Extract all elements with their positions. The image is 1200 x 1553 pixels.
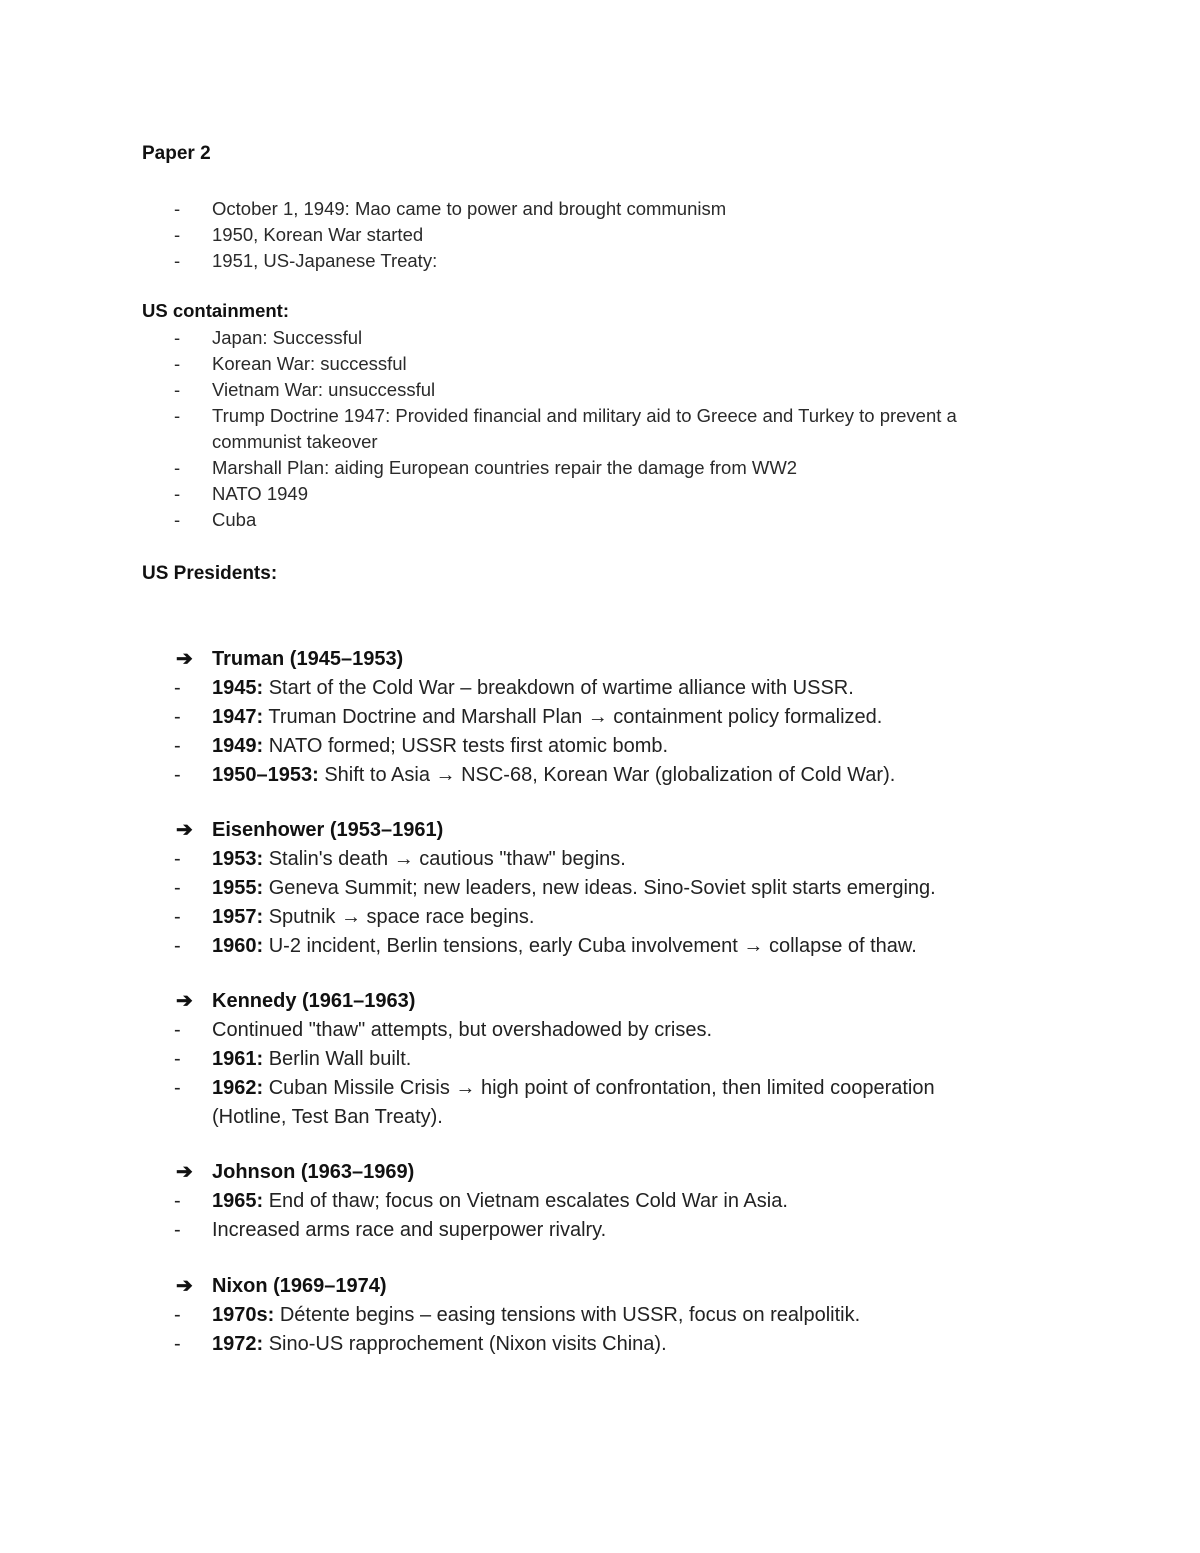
- list-item: - 1949: NATO formed; USSR tests first atomic bomb.: [142, 732, 895, 761]
- dash-bullet: -: [174, 1019, 181, 1041]
- list-item: - October 1, 1949: Mao came to power and brought communism: [142, 196, 726, 222]
- dash-bullet: -: [174, 935, 181, 957]
- president-heading: ➔ Johnson (1963–1969): [142, 1158, 788, 1187]
- list-item: - 1953: Stalin's death → cautious "thaw" begins.: [142, 845, 936, 874]
- dash-bullet: -: [174, 1333, 181, 1355]
- dash-bullet: -: [174, 735, 181, 757]
- president-heading: ➔ Kennedy (1961–1963): [142, 987, 935, 1016]
- president-heading: ➔ Eisenhower (1953–1961): [142, 816, 936, 845]
- dash-bullet: -: [174, 509, 181, 530]
- dash-bullet: -: [174, 405, 181, 426]
- president-section-eisenhower: [142, 816, 936, 961]
- dash-bullet: -: [174, 764, 181, 786]
- list-item: - 1955: Geneva Summit; new leaders, new ideas. Sino-Soviet split starts emerging.: [142, 874, 936, 903]
- presidents-heading: US Presidents:: [142, 563, 278, 584]
- list-item: - 1972: Sino-US rapprochement (Nixon visits China).: [142, 1330, 860, 1359]
- arrow-bullet-icon: ➔: [176, 990, 193, 1012]
- president-section-johnson: [142, 1158, 788, 1245]
- arrow-bullet-icon: ➔: [176, 1161, 193, 1183]
- dash-bullet: -: [174, 877, 181, 899]
- intro-list: [142, 196, 726, 274]
- president-heading: ➔ Truman (1945–1953): [142, 645, 895, 674]
- list-item: - 1960: U-2 incident, Berlin tensions, early Cuba involvement → collapse of thaw.: [142, 932, 936, 961]
- list-item: - 1957: Sputnik → space race begins.: [142, 903, 936, 932]
- list-item: - 1950–1953: Shift to Asia → NSC-68, Korean War (globalization of Cold War).: [142, 761, 895, 790]
- dash-bullet: -: [174, 379, 181, 400]
- dash-bullet: -: [174, 198, 181, 219]
- dash-bullet: -: [174, 250, 181, 271]
- list-item: - 1945: Start of the Cold War – breakdown of wartime alliance with USSR.: [142, 674, 895, 703]
- list-item: - Trump Doctrine 1947: Provided financial and military aid to Greece and Turkey to prevent a communist takeover: [174, 405, 957, 452]
- dash-bullet: -: [174, 224, 181, 245]
- list-item: - Korean War: successful: [142, 351, 957, 377]
- arrow-bullet-icon: ➔: [176, 648, 193, 670]
- list-item: - Vietnam War: unsuccessful: [142, 377, 957, 403]
- list-item: - Marshall Plan: aiding European countries repair the damage from WW2: [142, 455, 957, 481]
- president-heading: ➔ Nixon (1969–1974): [142, 1272, 860, 1301]
- dash-bullet: -: [174, 483, 181, 504]
- list-item: - Increased arms race and superpower rivalry.: [142, 1216, 788, 1245]
- president-section-kennedy: [142, 987, 935, 1132]
- dash-bullet: -: [174, 906, 181, 928]
- list-item: - Japan: Successful: [142, 325, 957, 351]
- dash-bullet: -: [174, 457, 181, 478]
- list-item: - 1965: End of thaw; focus on Vietnam escalates Cold War in Asia.: [142, 1187, 788, 1216]
- president-section-nixon: [142, 1272, 860, 1359]
- arrow-bullet-icon: ➔: [176, 1275, 193, 1297]
- dash-bullet: -: [174, 327, 181, 348]
- dash-bullet: -: [174, 1077, 181, 1099]
- list-item: - 1962: Cuban Missile Crisis → high point of confrontation, then limited cooperation (Hotline, Test Ban Treaty).: [142, 1074, 935, 1132]
- page-title: Paper 2: [142, 143, 211, 164]
- dash-bullet: -: [174, 706, 181, 728]
- list-item: - NATO 1949: [142, 481, 957, 507]
- list-item: - Continued "thaw" attempts, but overshadowed by crises.: [142, 1016, 935, 1045]
- dash-bullet: -: [174, 1304, 181, 1326]
- dash-bullet: -: [174, 1219, 181, 1241]
- list-item: - 1947: Truman Doctrine and Marshall Plan → containment policy formalized.: [142, 703, 895, 732]
- dash-bullet: -: [174, 1048, 181, 1070]
- list-item: - 1950, Korean War started: [142, 222, 726, 248]
- president-section-truman: [142, 645, 895, 790]
- dash-bullet: -: [174, 848, 181, 870]
- list-item: - 1970s: Détente begins – easing tensions with USSR, focus on realpolitik.: [142, 1301, 860, 1330]
- containment-list: [142, 325, 957, 533]
- list-item: - 1961: Berlin Wall built.: [142, 1045, 935, 1074]
- dash-bullet: -: [174, 353, 181, 374]
- containment-heading: US containment:: [142, 300, 289, 321]
- dash-bullet: -: [174, 677, 181, 699]
- dash-bullet: -: [174, 1190, 181, 1212]
- list-item: - Cuba: [142, 507, 957, 533]
- list-item: - 1951, US-Japanese Treaty:: [142, 248, 726, 274]
- arrow-bullet-icon: ➔: [176, 819, 193, 841]
